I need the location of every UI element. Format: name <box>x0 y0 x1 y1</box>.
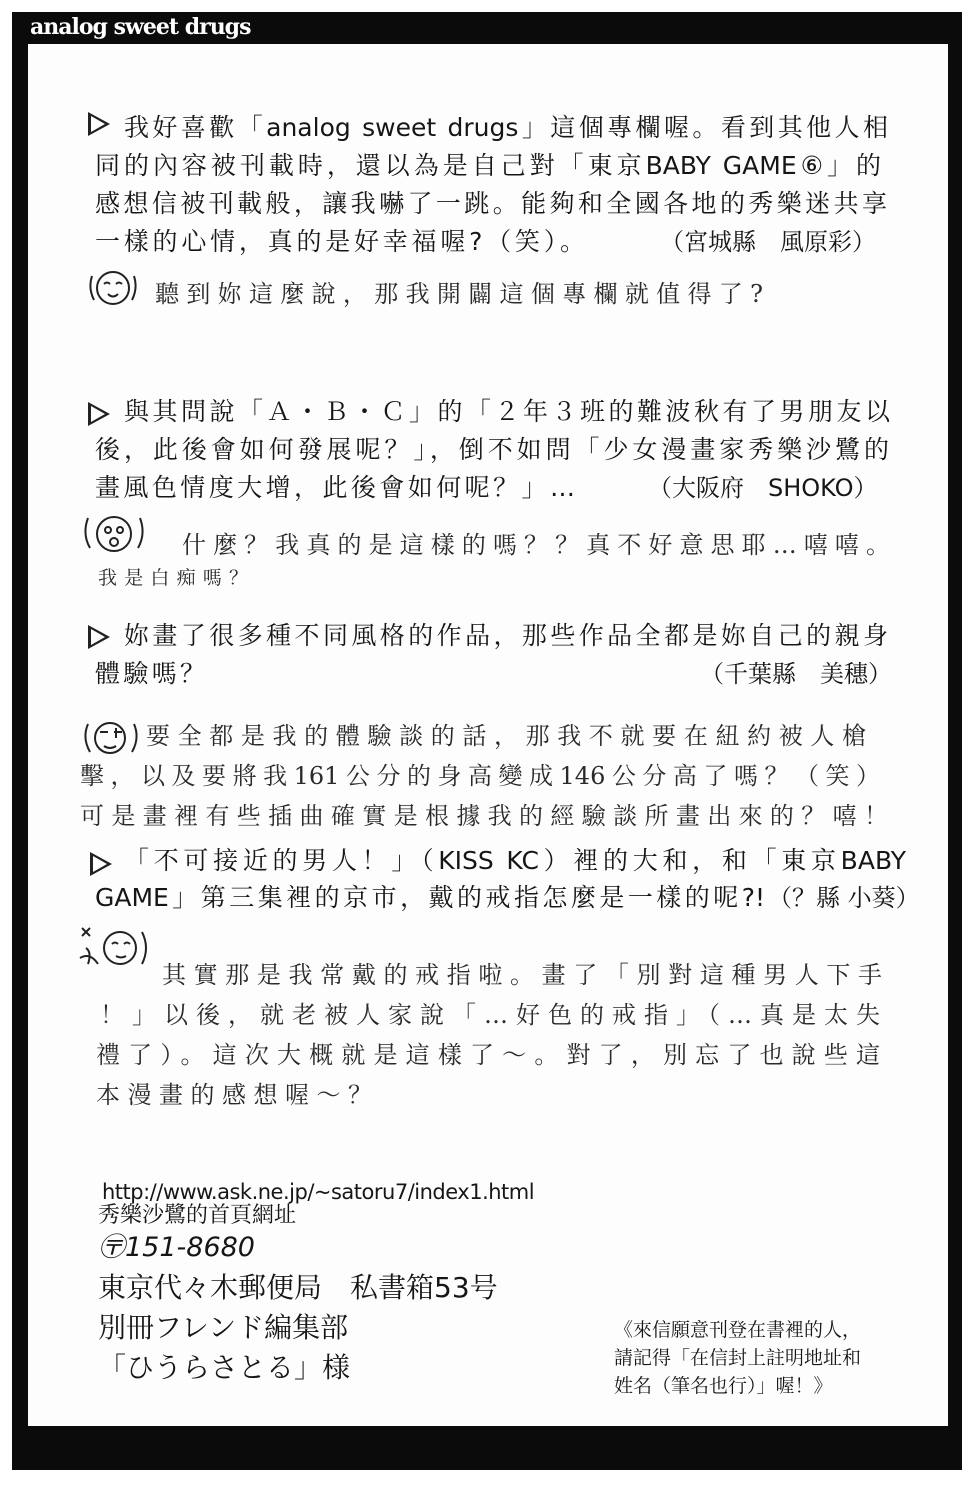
letter-marker-icon <box>88 625 110 649</box>
author-reply-line: 可是畫裡有些插曲確實是根據我的經驗談所畫出來的？嘻！ <box>80 802 888 830</box>
letter-line: 「不可接近的男人！」（KISS KC）裡的大和，和「東京BABY <box>124 846 906 875</box>
author-face-icon <box>76 918 152 974</box>
submission-note-line: 姓名（筆名也行）」喔！》 <box>614 1375 833 1397</box>
submission-note-line: 《來信願意刊登在書裡的人， <box>614 1319 862 1341</box>
author-reply-line: 聽到妳這麼說，那我開闢這個專欄就值得了? <box>155 280 763 308</box>
letter-signature: （千葉縣 美穗） <box>700 660 892 688</box>
letter-line: 畫風色情度大增，此後會如何呢？」… <box>95 473 575 502</box>
author-face-icon <box>82 508 146 560</box>
letter-marker-icon <box>90 852 112 876</box>
letter-line: 妳畫了很多種不同風格的作品，那些作品全都是妳自己的親身 <box>124 621 888 650</box>
homepage-url[interactable]: http://www.ask.ne.jp/~satoru7/index1.html <box>102 1180 535 1204</box>
author-reply-line: ！」以後，就老被人家說「…好色的戒指」（…真是太失 <box>100 1001 880 1029</box>
letter-line: 與其問說「Ａ・Ｂ・Ｃ」的「２年３班的難波秋有了男朋友以 <box>124 397 890 426</box>
letter-line: 體驗嗎？ <box>95 659 205 688</box>
author-reply-line: 要全都是我的體驗談的話，那我不就要在紐約被人槍 <box>146 722 866 750</box>
author-reply-line: 擊，以及要將我161公分的身高變成146公分高了嗎？（笑） <box>80 762 880 790</box>
author-reply-line: 其實那是我常戴的戒指啦。畫了「別對這種男人下手 <box>162 961 882 989</box>
letter-signature: （大阪府 SHOKO） <box>648 474 878 502</box>
column-title: analog sweet drugs <box>30 14 251 40</box>
address-line: 東京代々木郵便局 私書箱53号 <box>98 1271 498 1304</box>
letter-signature: （宮城縣 風原彩） <box>660 228 876 256</box>
letter-marker-icon <box>88 112 110 136</box>
letter-line: GAME」第三集裡的京市，戴的戒指怎麼是一樣的呢?! <box>95 883 765 912</box>
address-line: 別冊フレンド編集部 <box>98 1311 349 1344</box>
postal-code: 〶151-8680 <box>98 1232 255 1263</box>
submission-note-line: 請記得「在信封上註明地址和 <box>614 1347 862 1369</box>
author-face-icon <box>88 266 138 308</box>
author-reply-line: 我是白痴嗎？ <box>98 567 248 589</box>
author-reply-line: 什麼？我真的是這樣的嗎？？真不好意思耶…嘻嘻。 <box>182 531 890 559</box>
address-line: 「ひうらさとる」様 <box>98 1351 351 1384</box>
letter-line: 我好喜歡「analog sweet drugs」這個專欄喔。看到其他人相 <box>124 113 888 142</box>
letter-line: 同的內容被刊載時，還以為是自己對「東京BABY GAME⑥」的 <box>95 151 881 180</box>
author-face-icon <box>82 716 142 758</box>
letter-signature: （？縣 小葵） <box>768 884 920 912</box>
homepage-url-caption: 秀樂沙鷺的首頁網址 <box>98 1203 297 1228</box>
letter-marker-icon <box>88 402 110 426</box>
letter-line: 感想信被刊載般，讓我嚇了一跳。能夠和全國各地的秀樂迷共享 <box>95 189 887 218</box>
letter-line: 後，此後會如何發展呢？」，倒不如問「少女漫畫家秀樂沙鷺的 <box>95 435 889 464</box>
letter-line: 一樣的心情，真的是好幸福喔?（笑）。 <box>95 227 585 256</box>
author-reply-line: 禮了）。這次大概就是這樣了～。對了，別忘了也說些這 <box>96 1041 880 1069</box>
author-reply-line: 本漫畫的感想喔～？ <box>96 1081 372 1109</box>
